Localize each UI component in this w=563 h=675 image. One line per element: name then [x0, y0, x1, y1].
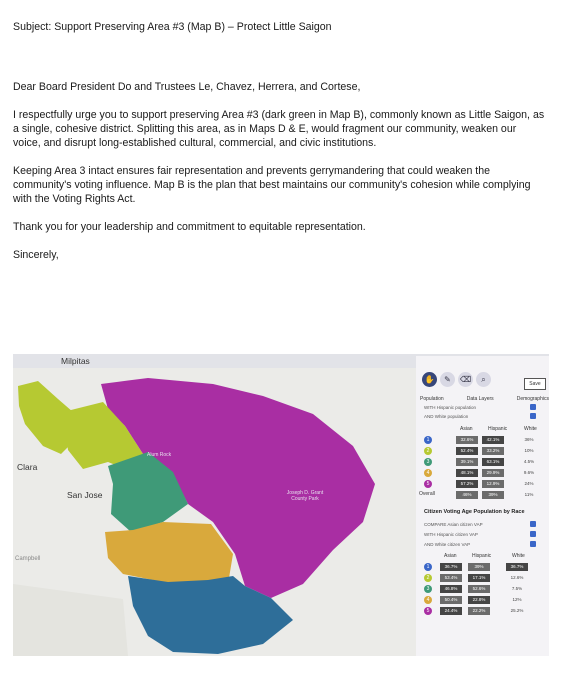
save-button[interactable]: Save	[524, 378, 546, 390]
district-3-dot: 3	[424, 585, 432, 593]
closing: Sincerely,	[13, 249, 59, 261]
cell-4-asian: 48.1%	[456, 469, 478, 477]
hand-icon[interactable]: ✋	[422, 372, 437, 387]
panel-tabs	[420, 396, 549, 402]
checkbox-icon[interactable]	[530, 413, 536, 419]
cvap-1-hispanic: 39%	[468, 563, 490, 571]
cell-1-white: 36%	[518, 436, 540, 444]
cvap-title: Citizen Voting Age Population by Race	[424, 509, 525, 515]
cell-5-hispanic: 12.9%	[482, 480, 504, 488]
overall-label: Overall	[419, 491, 435, 497]
filter-with: WITH Hispanic population	[424, 405, 477, 410]
cell-5-white: 24%	[518, 480, 540, 488]
label-san-jose: San Jose	[67, 490, 103, 500]
label-park: Joseph D. Grant County Park	[286, 490, 324, 502]
district-2-dot: 2	[424, 574, 432, 582]
cvap-3-asian: 46.8%	[440, 585, 462, 593]
cell-1-hispanic: 42.1%	[482, 436, 504, 444]
cvap-2-asian: 53.4%	[440, 574, 462, 582]
cvap-col-asian: Asian	[444, 553, 457, 559]
erase-icon[interactable]: ⌫	[458, 372, 473, 387]
email-subject: Subject: Support Preserving Area #3 (Map B) – Protect Little Saigon	[13, 21, 332, 33]
cvap-5-hispanic: 22.2%	[468, 607, 490, 615]
district-5-dot: 5	[424, 480, 432, 488]
cvap-filter-with: WITH Hispanic citizen VAP	[424, 532, 478, 537]
paragraph-2: Keeping Area 3 intact ensures fair representation and prevents gerrymandering that could weaken the community's voting influence. Map B is the plan that best maintains our community's cohesion while complying with the Voting Rights Act.	[13, 165, 531, 205]
overall-hispanic: 39%	[482, 491, 504, 499]
label-clara: Clara	[17, 462, 38, 472]
cvap-3-hispanic: 52.6%	[468, 585, 490, 593]
cell-2-hispanic: 33.2%	[482, 447, 504, 455]
cell-4-hispanic: 29.9%	[482, 469, 504, 477]
salutation: Dear Board President Do and Trustees Le, Chavez, Herrera, and Cortese,	[13, 81, 361, 93]
cvap-2-white: 12.6%	[506, 574, 528, 582]
cvap-2-hispanic: 17.1%	[468, 574, 490, 582]
cell-5-asian: 57.2%	[456, 480, 478, 488]
col-asian: Asian	[460, 426, 473, 432]
district-1-dot: 1	[424, 563, 432, 571]
district-5-dot: 5	[424, 607, 432, 615]
col-white: White	[524, 426, 537, 432]
cell-4-white: 9.6%	[518, 469, 540, 477]
checkbox-icon[interactable]	[530, 531, 536, 537]
checkbox-icon[interactable]	[530, 404, 536, 410]
cvap-1-asian: 36.7%	[440, 563, 462, 571]
district-4-dot: 4	[424, 596, 432, 604]
cvap-filter-compare: COMPARE Asian citizen VAP	[424, 522, 483, 527]
cvap-3-white: 7.5%	[506, 585, 528, 593]
cell-2-asian: 52.4%	[456, 447, 478, 455]
label-campbell: Campbell	[15, 556, 41, 562]
label-alum-rock: Alum Rock	[147, 452, 172, 458]
cvap-col-hispanic: Hispanic	[472, 553, 492, 559]
cvap-col-white: White	[512, 553, 525, 559]
cvap-1-white: 36.7%	[506, 563, 528, 571]
cvap-filter-and: AND White citizen VAP	[424, 542, 471, 547]
label-milpitas: Milpitas	[61, 356, 90, 366]
cell-3-white: 4.5%	[518, 458, 540, 466]
tab-demographics[interactable]: Demographics	[516, 396, 549, 402]
district-3-dot: 3	[424, 458, 432, 466]
district-4-dot: 4	[424, 469, 432, 477]
cvap-5-white: 25.2%	[506, 607, 528, 615]
tab-population[interactable]: Population	[420, 396, 444, 402]
cvap-4-white: 12%	[506, 596, 528, 604]
district-1-dot: 1	[424, 436, 432, 444]
col-hispanic: Hispanic	[488, 426, 508, 432]
cvap-4-hispanic: 22.8%	[468, 596, 490, 604]
tab-data-layers[interactable]: Data Layers	[466, 396, 494, 402]
map-toolbar	[422, 372, 491, 390]
filter-and: AND White population	[424, 414, 469, 419]
overall-asian: 46%	[456, 491, 478, 499]
map-photo	[13, 354, 549, 656]
cvap-4-asian: 50.4%	[440, 596, 462, 604]
overall-white: 11%	[518, 491, 540, 499]
cell-1-asian: 32.6%	[456, 436, 478, 444]
district-4	[105, 522, 233, 582]
cell-3-asian: 39.1%	[456, 458, 478, 466]
search-icon[interactable]: ⌕	[476, 372, 491, 387]
district-2-dot: 2	[424, 447, 432, 455]
cell-3-hispanic: 63.1%	[482, 458, 504, 466]
checkbox-icon[interactable]	[530, 541, 536, 547]
cvap-5-asian: 24.4%	[440, 607, 462, 615]
paragraph-3: Thank you for your leadership and commitment to equitable representation.	[13, 221, 366, 233]
brush-icon[interactable]: ✎	[440, 372, 455, 387]
paragraph-1: I respectfully urge you to support preserving Area #3 (dark green in Map B), commonly known as Little Saigon, as a single, cohesive district. Splitting this area, as in Maps D & E, would fragment our community, weaken our voice, and disrupt long-established cultural, commercial, and civic institutions.	[13, 109, 545, 149]
district-stats-panel	[416, 356, 549, 656]
checkbox-icon[interactable]	[530, 521, 536, 527]
cell-2-white: 10%	[518, 447, 540, 455]
